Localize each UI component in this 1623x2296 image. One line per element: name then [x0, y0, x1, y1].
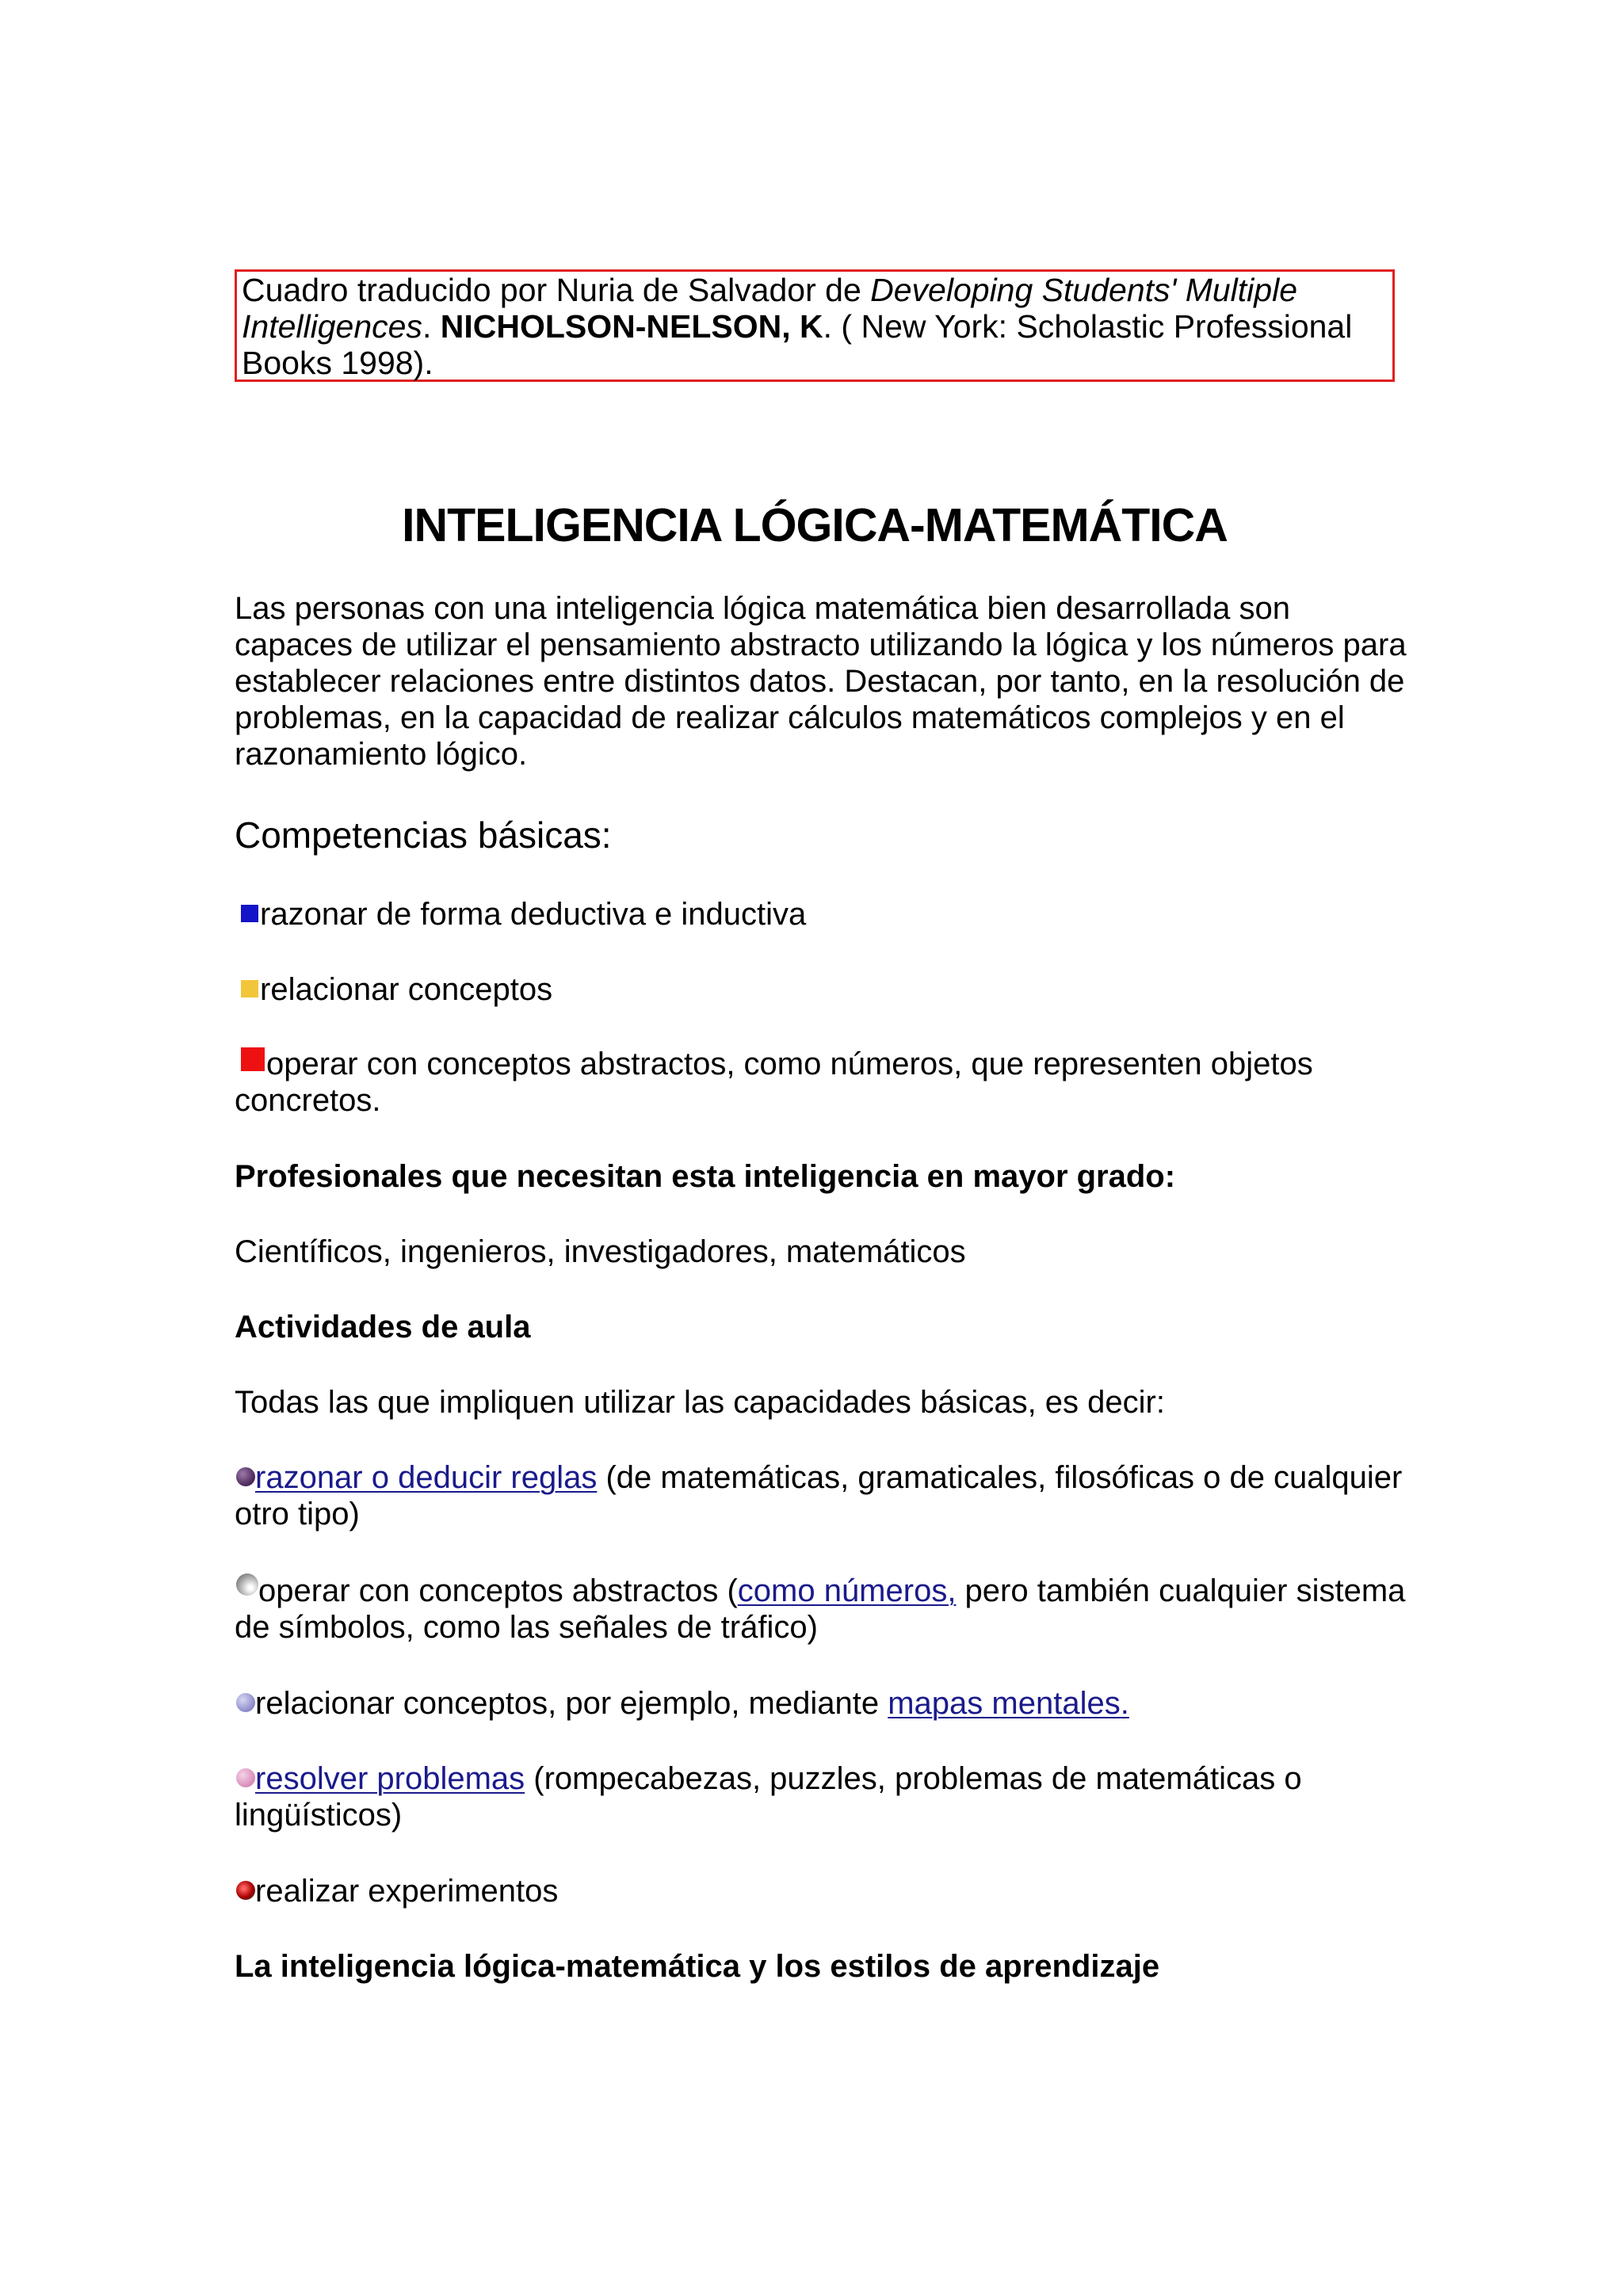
- actividad-item: [235, 1873, 1407, 1909]
- mapas-mentales-link[interactable]: mapas mentales.: [888, 1686, 1129, 1721]
- actividades-heading: Actividades de aula: [235, 1310, 531, 1344]
- purple-bullet-icon: [236, 1467, 255, 1486]
- red-square-icon: [241, 1047, 265, 1071]
- citation-separator: .: [422, 308, 441, 345]
- competencia-text: operar con conceptos abstractos, como números, que representen objetos concretos.: [235, 1047, 1313, 1118]
- yellow-square-icon: [241, 980, 258, 997]
- resolver-problemas-link[interactable]: resolver problemas: [255, 1761, 525, 1796]
- razonar-reglas-link[interactable]: razonar o deducir reglas: [255, 1460, 598, 1495]
- competencia-item: [235, 896, 1407, 933]
- intro-paragraph: Las personas con una inteligencia lógica matemática bien desarrollada son capaces de utilizar el pensamiento abstracto utilizando la lógica y los números para establecer relaciones entre distintos datos. Destacan, por tanto, en la resolución de problemas, en la capacidad de realizar cálculos matemáticos complejos y en el razonamiento lógico.: [235, 591, 1407, 772]
- profesionales-heading: Profesionales que necesitan esta inteligencia en mayor grado:: [235, 1159, 1176, 1194]
- actividad-text: realizar experimentos: [255, 1874, 559, 1909]
- gray-bullet-icon: [236, 1573, 258, 1596]
- pink-bullet-icon: [236, 1768, 255, 1787]
- actividad-text: relacionar conceptos, por ejemplo, mediante: [255, 1686, 888, 1721]
- citation-text: Cuadro traducido por Nuria de Salvador de: [242, 272, 871, 308]
- citation-publisher: . ( New York: Scholastic Professional Books 1998).: [242, 308, 1353, 381]
- actividad-text: pero también cualquier sistema de símbolos, como las señales de tráfico): [235, 1573, 1406, 1645]
- competencias-heading: Competencias básicas:: [235, 814, 612, 856]
- citation-box: [235, 269, 1395, 382]
- actividades-intro: Todas las que impliquen utilizar las capacidades básicas, es decir:: [235, 1385, 1165, 1420]
- page-title: INTELIGENCIA LÓGICA-MATEMÁTICA: [402, 499, 1228, 551]
- blue-square-icon: [241, 905, 258, 922]
- red-bullet-icon: [236, 1881, 255, 1900]
- actividad-text: operar con conceptos abstractos (: [258, 1573, 738, 1608]
- actividad-text: (rompecabezas, puzzles, problemas de matemáticas o lingüísticos): [235, 1761, 1302, 1833]
- competencia-text: relacionar conceptos: [260, 972, 553, 1007]
- actividad-item: [235, 1459, 1407, 1532]
- competencia-item: [235, 971, 1407, 1008]
- actividad-item: [235, 1685, 1407, 1722]
- actividad-item: [235, 1760, 1407, 1833]
- actividad-item: [235, 1573, 1407, 1646]
- lavender-bullet-icon: [236, 1693, 255, 1712]
- competencia-item: [235, 1046, 1407, 1119]
- competencia-text: razonar de forma deductiva e inductiva: [260, 897, 807, 932]
- citation-book-title: Developing Students' Multiple Intelligences: [242, 272, 1298, 345]
- estilos-heading: La inteligencia lógica-matemática y los estilos de aprendizaje: [235, 1949, 1160, 1984]
- como-numeros-link[interactable]: como números,: [737, 1573, 957, 1608]
- citation-author: NICHOLSON-NELSON, K: [440, 308, 823, 345]
- actividad-text: (de matemáticas, gramaticales, filosóficas o de cualquier otro tipo): [235, 1460, 1403, 1531]
- profesionales-text: Científicos, ingenieros, investigadores, matemáticos: [235, 1234, 966, 1269]
